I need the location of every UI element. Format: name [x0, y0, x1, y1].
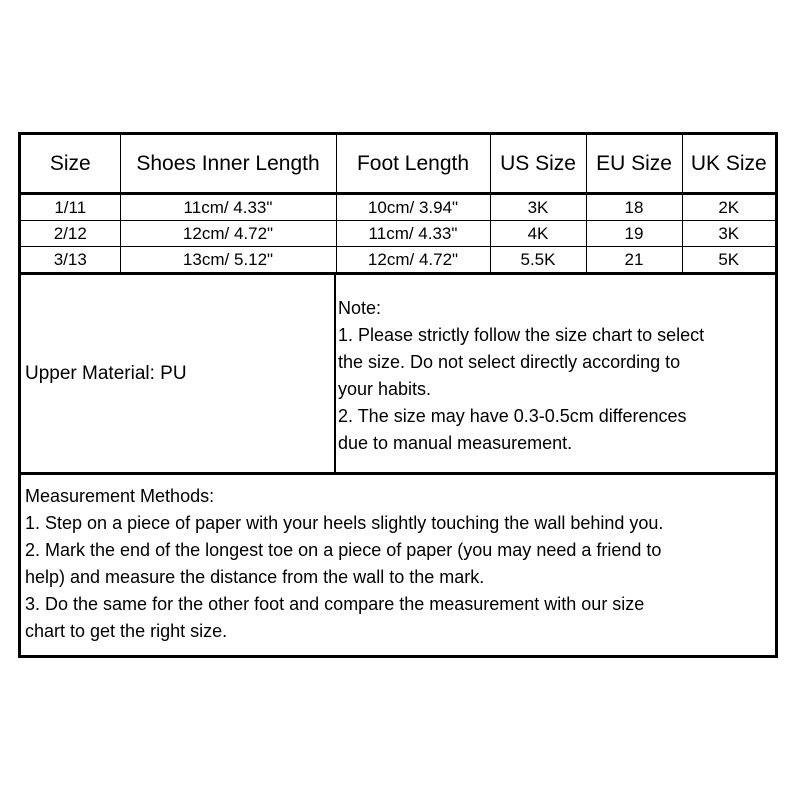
cell-eu-size: 19	[586, 221, 682, 247]
header-foot-length: Foot Length	[336, 135, 490, 194]
measurement-line: 2. Mark the end of the longest toe on a piece of paper (you may need a friend to	[25, 540, 662, 560]
cell-uk-size: 5K	[682, 247, 775, 274]
cell-us-size: 5.5K	[490, 247, 586, 274]
note-title: Note:	[338, 298, 382, 318]
note-line: due to manual measurement.	[338, 433, 573, 453]
note-line: the size. Do not select directly according to	[338, 352, 681, 372]
cell-inner-length: 11cm/ 4.33"	[120, 194, 336, 221]
note-line: 1. Please strictly follow the size chart to select	[338, 325, 705, 345]
cell-uk-size: 2K	[682, 194, 775, 221]
size-chart	[18, 132, 778, 658]
info-section	[21, 275, 775, 475]
measurement-methods	[21, 475, 775, 645]
cell-foot-length: 12cm/ 4.72"	[336, 247, 490, 274]
measurement-line: help) and measure the distance from the wall to the mark.	[25, 567, 485, 587]
cell-size: 2/12	[21, 221, 120, 247]
measurement-line: 1. Step on a piece of paper with your heels slightly touching the wall behind you.	[25, 513, 664, 533]
cell-size: 1/11	[21, 194, 120, 221]
header-uk-size: UK Size	[682, 135, 775, 194]
header-size: Size	[21, 135, 120, 194]
header-eu-size: EU Size	[586, 135, 682, 194]
cell-inner-length: 12cm/ 4.72"	[120, 221, 336, 247]
table-row	[21, 221, 775, 247]
size-table	[21, 135, 775, 275]
note-line: your habits.	[338, 379, 432, 399]
measurement-line: 3. Do the same for the other foot and compare the measurement with our size	[25, 594, 645, 614]
header-shoes-inner-length: Shoes Inner Length	[120, 135, 336, 194]
cell-eu-size: 18	[586, 194, 682, 221]
note-box	[336, 275, 775, 472]
table-row	[21, 194, 775, 221]
cell-uk-size: 3K	[682, 221, 775, 247]
cell-size: 3/13	[21, 247, 120, 274]
measurement-title: Measurement Methods:	[25, 486, 215, 506]
material-box	[21, 275, 336, 472]
cell-inner-length: 13cm/ 5.12"	[120, 247, 336, 274]
cell-foot-length: 11cm/ 4.33"	[336, 221, 490, 247]
header-us-size: US Size	[490, 135, 586, 194]
cell-us-size: 4K	[490, 221, 586, 247]
table-header-row	[21, 135, 775, 194]
cell-eu-size: 21	[586, 247, 682, 274]
table-row	[21, 247, 775, 274]
measurement-line: chart to get the right size.	[25, 621, 228, 641]
note-line: 2. The size may have 0.3-0.5cm differences	[338, 406, 687, 426]
upper-material-text: Upper Material: PU	[25, 362, 187, 384]
cell-us-size: 3K	[490, 194, 586, 221]
cell-foot-length: 10cm/ 3.94"	[336, 194, 490, 221]
